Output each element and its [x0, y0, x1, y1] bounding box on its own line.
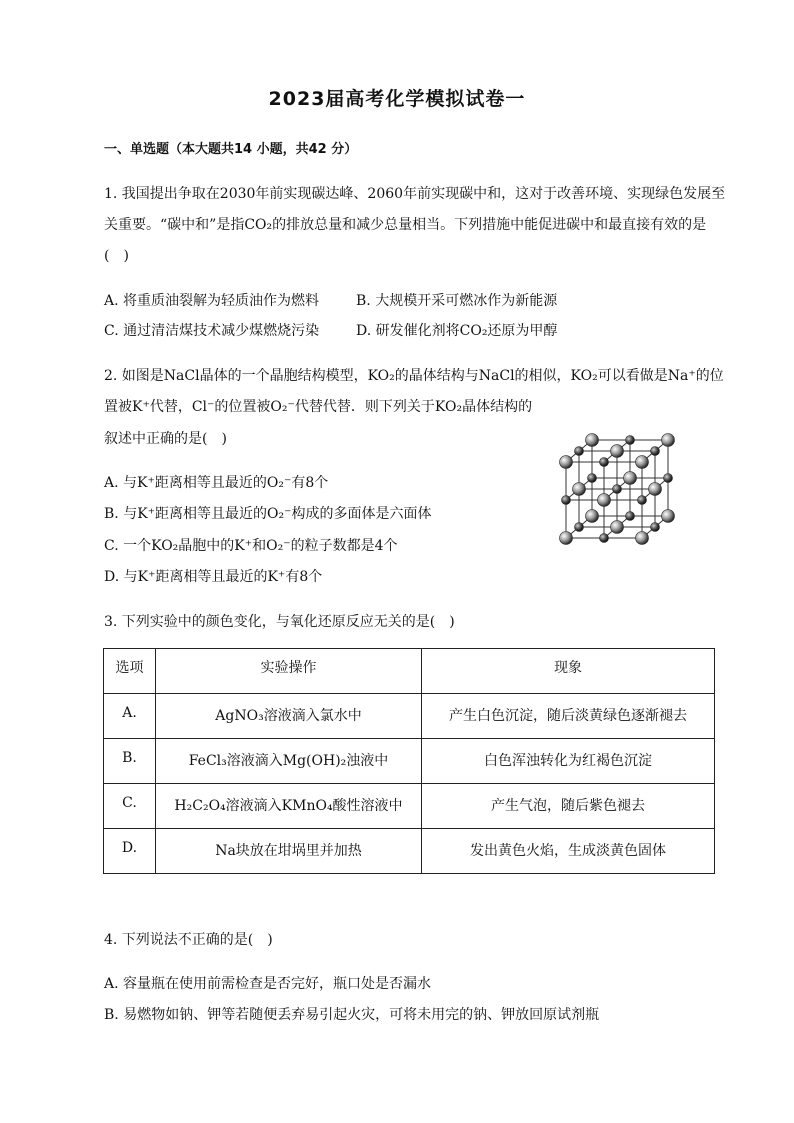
table-header-row: [104, 649, 715, 694]
cell-phenomenon: 发出黄色火焰，生成淡黄色固体: [422, 829, 715, 874]
q2-option-c: C. 一个KO₂晶胞中的K⁺和O₂⁻的粒子数都是4个: [104, 538, 398, 554]
anion-sphere: [560, 456, 573, 469]
q2-option-b: B. 与K⁺距离相等且最近的O₂⁻构成的多面体是六面体: [104, 506, 432, 522]
q4-stem: 4. 下列说法不正确的是( ): [104, 932, 273, 948]
cell-option: B.: [104, 739, 156, 784]
cation-sphere: [626, 436, 635, 445]
anion-sphere: [662, 510, 675, 523]
cell-operation: Na块放在坩埚里并加热: [156, 829, 422, 874]
cation-sphere: [575, 523, 584, 532]
cell-operation: FeCl₃溶液滴入Mg(OH)₂浊液中: [156, 739, 422, 784]
q1-stem-line1: 1. 我国提出争取在2030年前实现碳达峰、2060年前实现碳中和，这对于改善环境、实现绿色发展至: [104, 186, 726, 202]
table-row: [104, 694, 715, 739]
cation-sphere: [664, 474, 673, 483]
anion-sphere: [611, 445, 624, 458]
anion-sphere: [636, 532, 649, 545]
header-operation: 实验操作: [156, 649, 422, 694]
cation-sphere: [562, 496, 571, 505]
anion-sphere: [586, 434, 599, 447]
q1-option-d: D. 研发催化剂将CO₂还原为甲醇: [356, 323, 558, 339]
cell-operation: H₂C₂O₄溶液滴入KMnO₄酸性溶液中: [156, 784, 422, 829]
q2-option-a: A. 与K⁺距离相等且最近的O₂⁻有8个: [104, 475, 329, 491]
cell-option: C.: [104, 784, 156, 829]
cell-phenomenon: 产生白色沉淀，随后淡黄绿色逐渐褪去: [422, 694, 715, 739]
anion-sphere: [649, 483, 662, 496]
q4-option-b: B. 易燃物如钠、钾等若随便丢弃易引起火灾，可将未用完的钠、钾放回原试剂瓶: [104, 1007, 600, 1023]
table-row: [104, 829, 715, 874]
cation-sphere: [600, 458, 609, 467]
anion-sphere: [586, 510, 599, 523]
anion-sphere: [611, 521, 624, 534]
anion-sphere: [598, 494, 611, 507]
cell-option: A.: [104, 694, 156, 739]
cation-sphere: [651, 447, 660, 456]
q3-stem: 3. 下列实验中的颜色变化，与氧化还原反应无关的是( ): [104, 614, 455, 630]
nacl-crystal-lattice-icon: [538, 420, 678, 555]
cell-phenomenon: 白色浑浊转化为红褐色沉淀: [422, 739, 715, 784]
q2-stem-line2: 置被K⁺代替，Cl⁻的位置被O₂⁻代替代替．则下列关于KO₂晶体结构的: [104, 399, 533, 415]
cell-phenomenon: 产生气泡，随后紫色褪去: [422, 784, 715, 829]
cell-option: D.: [104, 829, 156, 874]
anion-sphere: [573, 483, 586, 496]
header-phenomenon: 现象: [422, 649, 715, 694]
q2-option-d: D. 与K⁺距离相等且最近的K⁺有8个: [104, 569, 323, 585]
cation-sphere: [588, 474, 597, 483]
q2-stem-line1: 2. 如图是NaCl晶体的一个晶胞结构模型，KO₂的晶体结构与NaCl的相似，KO₂可以看做是Na⁺的位: [104, 368, 724, 384]
cation-sphere: [613, 485, 622, 494]
q1-stem-line2: 关重要。“碳中和”是指CO₂的排放总量和减少总量相当。下列措施中能促进碳中和最直接有效的是: [104, 217, 707, 233]
cation-sphere: [651, 523, 660, 532]
q2-stem-line3: 叙述中正确的是( ): [104, 431, 227, 447]
q1-stem-line3: ( ): [104, 248, 129, 264]
cation-sphere: [575, 447, 584, 456]
cation-sphere: [600, 534, 609, 543]
anion-sphere: [560, 532, 573, 545]
page-title: 2023届高考化学模拟试卷一: [268, 88, 526, 110]
q4-option-a: A. 容量瓶在使用前需检查是否完好，瓶口处是否漏水: [104, 976, 432, 992]
section-heading: 一、单选题（本大题共14 小题，共42 分）: [104, 142, 358, 157]
cation-sphere: [638, 496, 647, 505]
q1-option-a: A. 将重质油裂解为轻质油作为燃料: [104, 293, 320, 309]
q1-option-c: C. 通过清洁煤技术减少煤燃烧污染: [104, 323, 320, 339]
cell-operation: AgNO₃溶液滴入氯水中: [156, 694, 422, 739]
table-row: [104, 784, 715, 829]
q3-table: [103, 648, 715, 874]
anion-sphere: [636, 456, 649, 469]
anion-sphere: [662, 434, 675, 447]
cation-sphere: [626, 512, 635, 521]
header-option: 选项: [104, 649, 156, 694]
q1-option-b: B. 大规模开采可燃冰作为新能源: [356, 293, 558, 309]
table-row: [104, 739, 715, 784]
anion-sphere: [624, 472, 637, 485]
